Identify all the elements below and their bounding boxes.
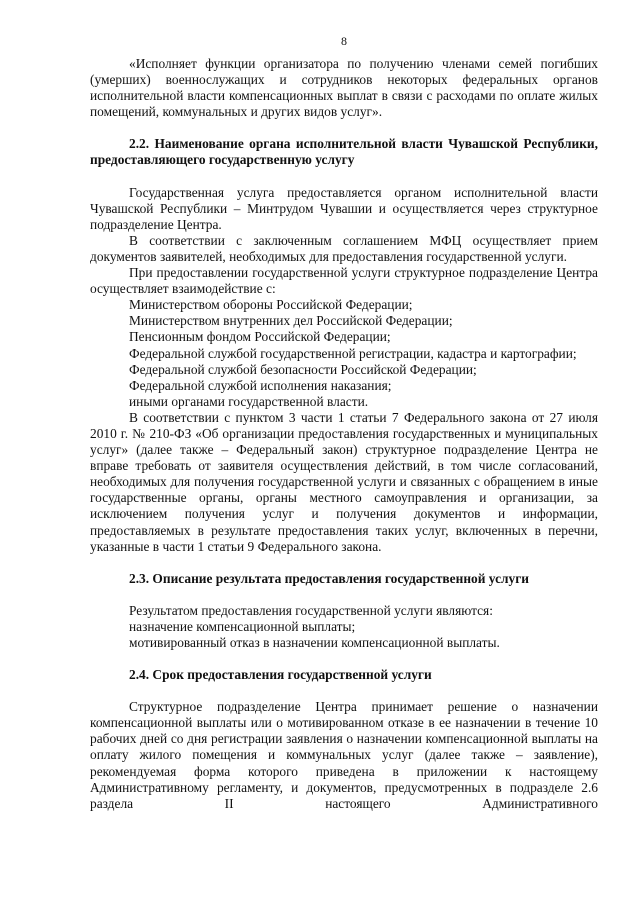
- paragraph-result-intro: Результатом предоставления государственной услуги являются:: [129, 602, 493, 618]
- list-item-interior: Министерством внутренних дел Российской Федерации;: [129, 313, 453, 329]
- paragraph-term: Структурное подразделение Центра принимает решение о назначении компенсационной выплаты или о мотивированном отказе в ее назначении в течение 10 рабочих дней со дня регистрации заявления о назначении компенсационной выплаты на оплату жилого помещения и коммунальных услуг (далее также – заявление), рекомендуемая форма которого приведена в приложении к настоящему Административному регламенту, и документов, предусмотренных в подразделе 2.6 раздела II настоящего Административного: [90, 699, 598, 811]
- paragraph-service-provider: Государственная услуга предоставляется органом исполнительной власти Чувашской Республики – Минтрудом Чувашии и осуществляется через структурное подразделение Центра.: [90, 184, 598, 232]
- list-item-pension: Пенсионным фондом Российской Федерации;: [129, 329, 391, 345]
- list-item-result-grant: назначение компенсационной выплаты;: [129, 618, 356, 634]
- paragraph-intro-quote: «Исполняет функции организатора по получению членами семей погибших (умерших) военнослужащих и сотрудников некоторых федеральных органов исполнительной власти компенсационных выплат в связи с расходами по оплате жилых помещений, коммунальных и других видов услуг».: [90, 56, 598, 120]
- document-page: [90, 34, 598, 812]
- list-item-defense: Министерством обороны Российской Федерации;: [129, 297, 413, 313]
- heading-2-4: 2.4. Срок предоставления государственной услуги: [129, 667, 432, 683]
- list-item-security: Федеральной службой безопасности Российской Федерации;: [129, 361, 477, 377]
- list-item-result-refusal: мотивированный отказ в назначении компенсационной выплаты.: [129, 635, 500, 650]
- paragraph-mfc-agreement: В соответствии с заключенным соглашением МФЦ осуществляет прием документов заявителей, необходимых для предоставления государственной услуги.: [90, 232, 598, 264]
- list-item-registration: Федеральной службой государственной регистрации, кадастра и картографии;: [129, 345, 577, 361]
- paragraph-federal-law: В соответствии с пунктом 3 части 1 статьи 7 Федерального закона от 27 июля 2010 г. № 210-ФЗ «Об организации предоставления государственных и муниципальных услуг» (далее также – Федеральный закон) структурное подразделение Центра не вправе требовать от заявителя осуществления действий, в том числе согласований, необходимых для получения государственной услуги и связанных с обращением в иные государственные органы, органы местного самоуправления и организации, за исключением получения услуг и получения документов и информации, предоставляемых в результате предоставления таких услуг, включенных в перечни, указанные в части 1 статьи 9 Федерального закона.: [90, 409, 598, 554]
- paragraph-interaction: При предоставлении государственной услуги структурное подразделение Центра осуществляет взаимодействие с:: [90, 265, 598, 297]
- page-number: 8: [341, 34, 347, 48]
- heading-2-3: 2.3. Описание результата предоставления государственной услуги: [129, 570, 530, 586]
- list-item-other-bodies: иными органами государственной власти.: [129, 393, 369, 409]
- heading-2-2: 2.2. Наименование органа исполнительной власти Чувашской Республики, предоставляющего государственную услугу: [90, 136, 598, 168]
- list-item-penitentiary: Федеральной службой исполнения наказания;: [129, 377, 392, 393]
